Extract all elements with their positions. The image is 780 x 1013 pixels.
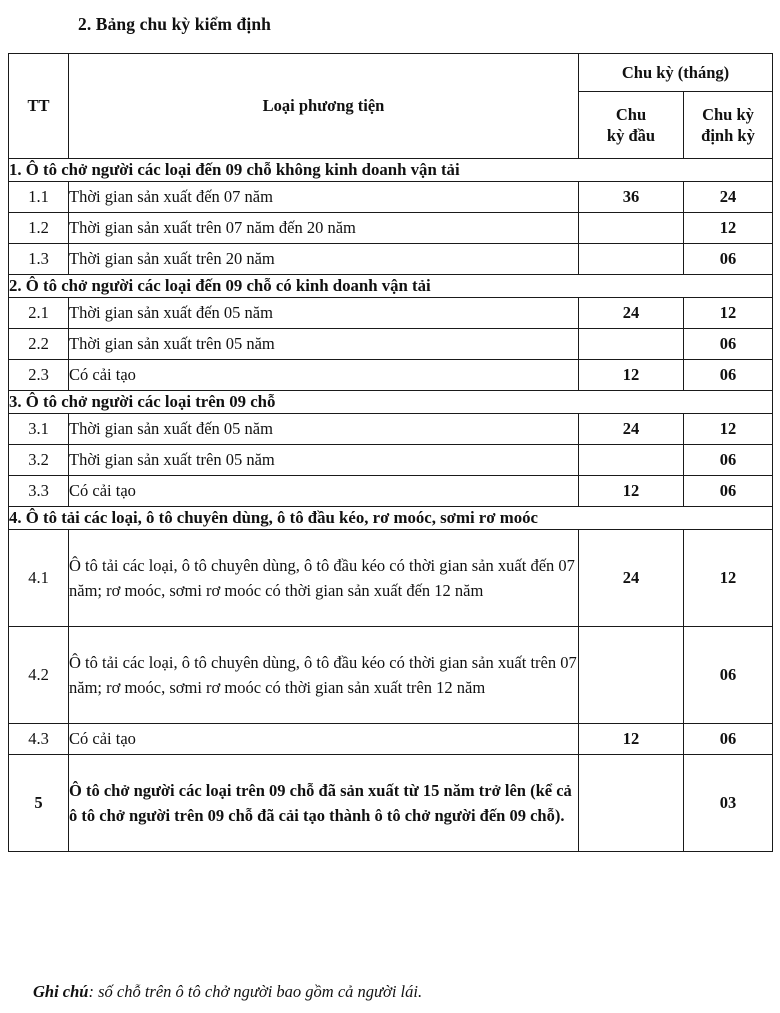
row-tt: 2.2 xyxy=(9,329,69,360)
row-first-cycle xyxy=(579,244,684,275)
row-description: Ô tô tải các loại, ô tô chuyên dùng, ô tô đầu kéo có thời gian sản xuất đến 07 năm; rơ moóc, sơmi rơ moóc có thời gian sản xuất đến 12 năm xyxy=(69,530,579,627)
page-title: 2. Bảng chu kỳ kiểm định xyxy=(78,14,272,34)
row-periodic-cycle: 03 xyxy=(684,755,773,852)
row-tt: 1.1 xyxy=(9,182,69,213)
row-description: Có cải tạo xyxy=(69,476,579,507)
row-first-cycle xyxy=(579,627,684,724)
table-row xyxy=(9,724,773,755)
footnote xyxy=(33,982,422,1002)
footnote-label: Ghi chú xyxy=(33,982,89,1001)
group-heading-row xyxy=(9,275,773,298)
table-row xyxy=(9,755,773,852)
row-periodic-cycle: 06 xyxy=(684,329,773,360)
row-first-cycle: 24 xyxy=(579,414,684,445)
row-tt: 3.2 xyxy=(9,445,69,476)
table-row xyxy=(9,213,773,244)
row-description: Thời gian sản xuất đến 05 năm xyxy=(69,298,579,329)
row-description: Có cải tạo xyxy=(69,724,579,755)
header-periodic-cycle-line2: định kỳ xyxy=(701,125,755,145)
row-first-cycle: 24 xyxy=(579,530,684,627)
row-description: Ô tô tải các loại, ô tô chuyên dùng, ô tô đầu kéo có thời gian sản xuất trên 07 năm; rơ moóc, sơmi rơ moóc có thời gian sản xuất trên 12 năm xyxy=(69,627,579,724)
row-periodic-cycle: 24 xyxy=(684,182,773,213)
group-heading-label: 1. Ô tô chở người các loại đến 09 chỗ không kinh doanh vận tải xyxy=(9,159,773,182)
row-description: Ô tô chở người các loại trên 09 chỗ đã sản xuất từ 15 năm trở lên (kể cả ô tô chở người trên 09 chỗ đã cải tạo thành ô tô chở người đến 09 chỗ). xyxy=(69,755,579,852)
header-periodic-cycle-line1: Chu kỳ xyxy=(702,104,754,124)
row-tt: 2.3 xyxy=(9,360,69,391)
row-periodic-cycle: 06 xyxy=(684,627,773,724)
row-tt: 1.2 xyxy=(9,213,69,244)
table-row xyxy=(9,414,773,445)
table-row xyxy=(9,244,773,275)
table-body xyxy=(9,159,773,852)
row-periodic-cycle: 06 xyxy=(684,445,773,476)
header-tt: TT xyxy=(9,54,69,159)
row-tt: 4.3 xyxy=(9,724,69,755)
group-heading-label: 4. Ô tô tải các loại, ô tô chuyên dùng, ô tô đầu kéo, rơ moóc, sơmi rơ moóc xyxy=(9,507,773,530)
group-heading-label: 2. Ô tô chở người các loại đến 09 chỗ có kinh doanh vận tải xyxy=(9,275,773,298)
header-row-top xyxy=(9,54,773,92)
row-description: Thời gian sản xuất đến 05 năm xyxy=(69,414,579,445)
row-first-cycle: 24 xyxy=(579,298,684,329)
row-first-cycle: 36 xyxy=(579,182,684,213)
row-description: Thời gian sản xuất trên 07 năm đến 20 năm xyxy=(69,213,579,244)
group-heading-row xyxy=(9,159,773,182)
row-description: Thời gian sản xuất trên 05 năm xyxy=(69,329,579,360)
row-description: Thời gian sản xuất trên 20 năm xyxy=(69,244,579,275)
table-row xyxy=(9,182,773,213)
header-cycle-group: Chu kỳ (tháng) xyxy=(579,54,773,92)
table-row xyxy=(9,627,773,724)
row-tt: 1.3 xyxy=(9,244,69,275)
header-first-cycle-line2: kỳ đầu xyxy=(606,125,656,145)
row-periodic-cycle: 06 xyxy=(684,476,773,507)
header-vehicle-type: Loại phương tiện xyxy=(69,54,579,159)
group-heading-row xyxy=(9,507,773,530)
row-tt: 4.1 xyxy=(9,530,69,627)
header-periodic-cycle xyxy=(684,91,773,159)
row-first-cycle xyxy=(579,445,684,476)
table-row xyxy=(9,329,773,360)
row-tt: 5 xyxy=(9,755,69,852)
row-periodic-cycle: 12 xyxy=(684,213,773,244)
table-row xyxy=(9,530,773,627)
row-periodic-cycle: 06 xyxy=(684,724,773,755)
row-description: Thời gian sản xuất đến 07 năm xyxy=(69,182,579,213)
inspection-cycle-table xyxy=(8,53,773,852)
row-tt: 2.1 xyxy=(9,298,69,329)
row-periodic-cycle: 06 xyxy=(684,360,773,391)
row-first-cycle: 12 xyxy=(579,724,684,755)
group-heading-label: 3. Ô tô chở người các loại trên 09 chỗ xyxy=(9,391,773,414)
table-header xyxy=(9,54,773,159)
table-row xyxy=(9,298,773,329)
row-periodic-cycle: 12 xyxy=(684,414,773,445)
table-row xyxy=(9,360,773,391)
row-periodic-cycle: 12 xyxy=(684,298,773,329)
header-first-cycle-line1: Chu xyxy=(615,104,647,124)
row-first-cycle xyxy=(579,755,684,852)
row-tt: 3.3 xyxy=(9,476,69,507)
row-first-cycle xyxy=(579,329,684,360)
row-description: Thời gian sản xuất trên 05 năm xyxy=(69,445,579,476)
row-tt: 4.2 xyxy=(9,627,69,724)
table-row xyxy=(9,476,773,507)
group-heading-row xyxy=(9,391,773,414)
row-tt: 3.1 xyxy=(9,414,69,445)
row-first-cycle: 12 xyxy=(579,360,684,391)
row-periodic-cycle: 06 xyxy=(684,244,773,275)
row-first-cycle: 12 xyxy=(579,476,684,507)
table-row xyxy=(9,445,773,476)
row-description: Có cải tạo xyxy=(69,360,579,391)
header-first-cycle xyxy=(579,91,684,159)
row-first-cycle xyxy=(579,213,684,244)
row-periodic-cycle: 12 xyxy=(684,530,773,627)
footnote-text: : số chỗ trên ô tô chở người bao gồm cả người lái. xyxy=(88,982,423,1001)
